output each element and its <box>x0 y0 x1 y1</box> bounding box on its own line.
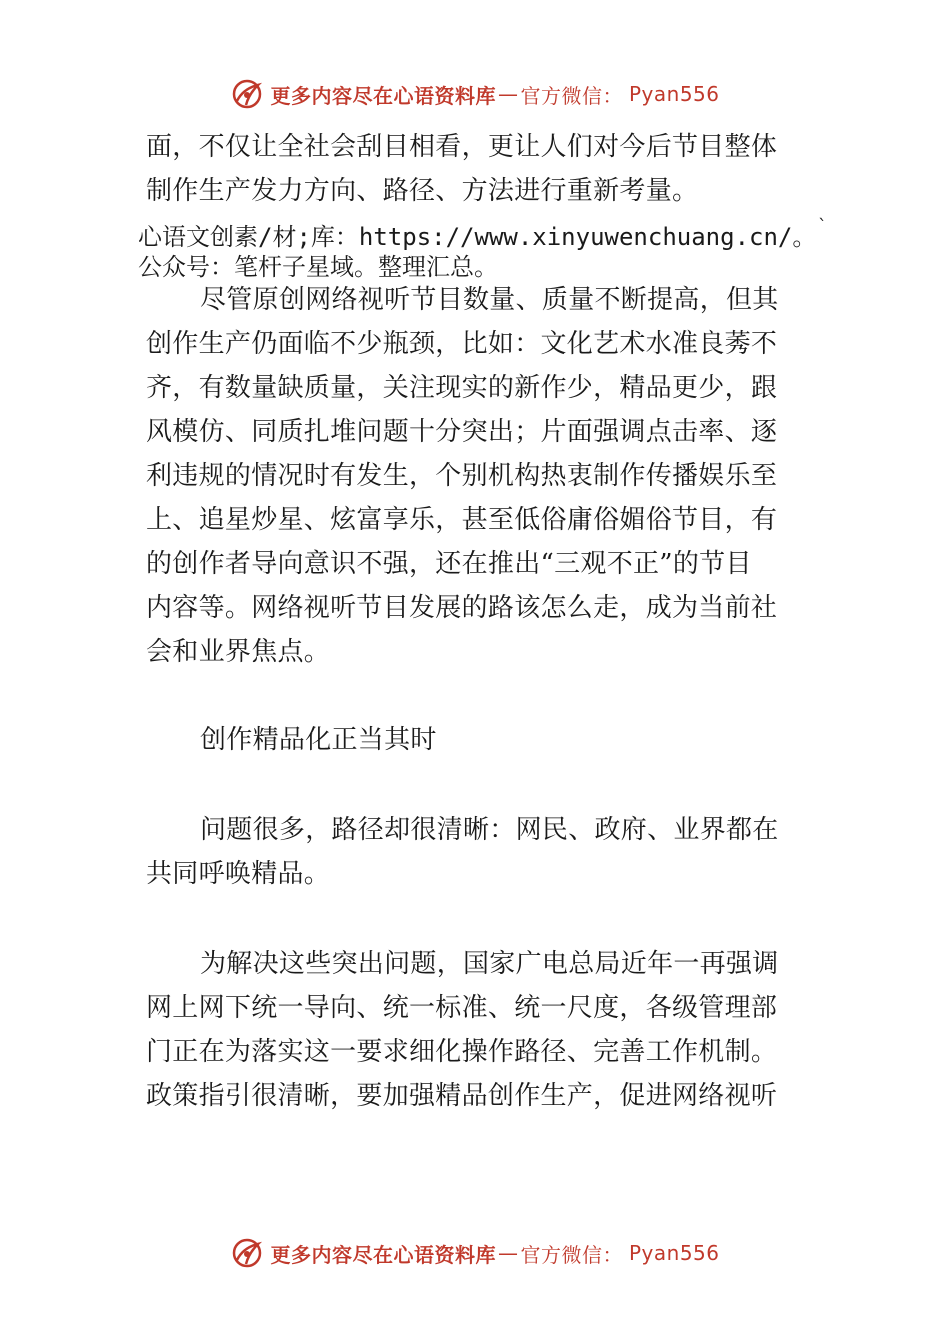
stray-mark: ` <box>818 216 827 237</box>
section-heading <box>146 718 810 762</box>
header-watermark-banner <box>0 74 950 114</box>
paragraph-continuation <box>146 125 810 213</box>
text-line: 尽管原创网络视听节目数量、质量不断提高，但其 <box>200 285 779 315</box>
text-line: 齐，有数量缺质量，关注现实的新作少，精品更少，跟 <box>146 373 778 403</box>
text-line: 网上网下统一导向、统一标准、统一尺度，各级管理部 <box>146 993 778 1023</box>
brand-logo-icon <box>230 1236 264 1270</box>
paragraph-2 <box>146 808 810 896</box>
brand-logo-icon <box>230 77 264 111</box>
banner-site-name: 更多内容尽在心语资料库 <box>270 1242 496 1267</box>
source-note-account-line: 公众号：笔杆子星域。整理汇总。 <box>138 253 498 281</box>
banner-wechat-label: 官方微信： <box>520 83 623 108</box>
source-note-url-line: 心语文创素/材;库：https://www.xinyuwenchuang.cn/。 <box>138 223 817 251</box>
section-heading-text: 创作精品化正当其时 <box>200 725 437 755</box>
text-line: 共同呼唤精品。 <box>146 859 331 889</box>
banner-site-name: 更多内容尽在心语资料库 <box>270 83 496 108</box>
banner-wechat-id: Pyan556 <box>628 82 720 106</box>
text-line: 上、追星炒星、炫富享乐，甚至低俗庸俗媚俗节目，有 <box>146 505 778 535</box>
text-line: 门正在为落实这一要求细化操作路径、完善工作机制。 <box>146 1037 778 1067</box>
text-line: 面，不仅让全社会刮目相看，更让人们对今后节目整体 <box>146 132 778 162</box>
text-line: 问题很多，路径却很清晰：网民、政府、业界都在 <box>200 815 779 845</box>
footer-watermark-banner <box>0 1233 950 1273</box>
banner-separator: — <box>497 1241 519 1265</box>
text-line: 会和业界焦点。 <box>146 637 331 667</box>
banner-separator: — <box>497 82 519 106</box>
paragraph-1 <box>146 278 810 674</box>
banner-wechat-id: Pyan556 <box>628 1241 720 1265</box>
text-line: 为解决这些突出问题，国家广电总局近年一再强调 <box>200 949 779 979</box>
text-line: 内容等。网络视听节目发展的路该怎么走，成为当前社 <box>146 593 778 623</box>
text-line: 创作生产仍面临不少瓶颈，比如：文化艺术水准良莠不 <box>146 329 778 359</box>
text-line: 制作生产发力方向、路径、方法进行重新考量。 <box>146 176 699 206</box>
text-line: 的创作者导向意识不强，还在推出“三观不正”的节目 <box>146 549 752 579</box>
text-line: 政策指引很清晰，要加强精品创作生产，促进网络视听 <box>146 1081 778 1111</box>
source-note <box>138 222 838 282</box>
paragraph-3 <box>146 942 810 1118</box>
text-line: 风模仿、同质扎堆问题十分突出；片面强调点击率、逐 <box>146 417 778 447</box>
text-line: 利违规的情况时有发生，个别机构热衷制作传播娱乐至 <box>146 461 778 491</box>
banner-wechat-label: 官方微信： <box>520 1242 623 1267</box>
